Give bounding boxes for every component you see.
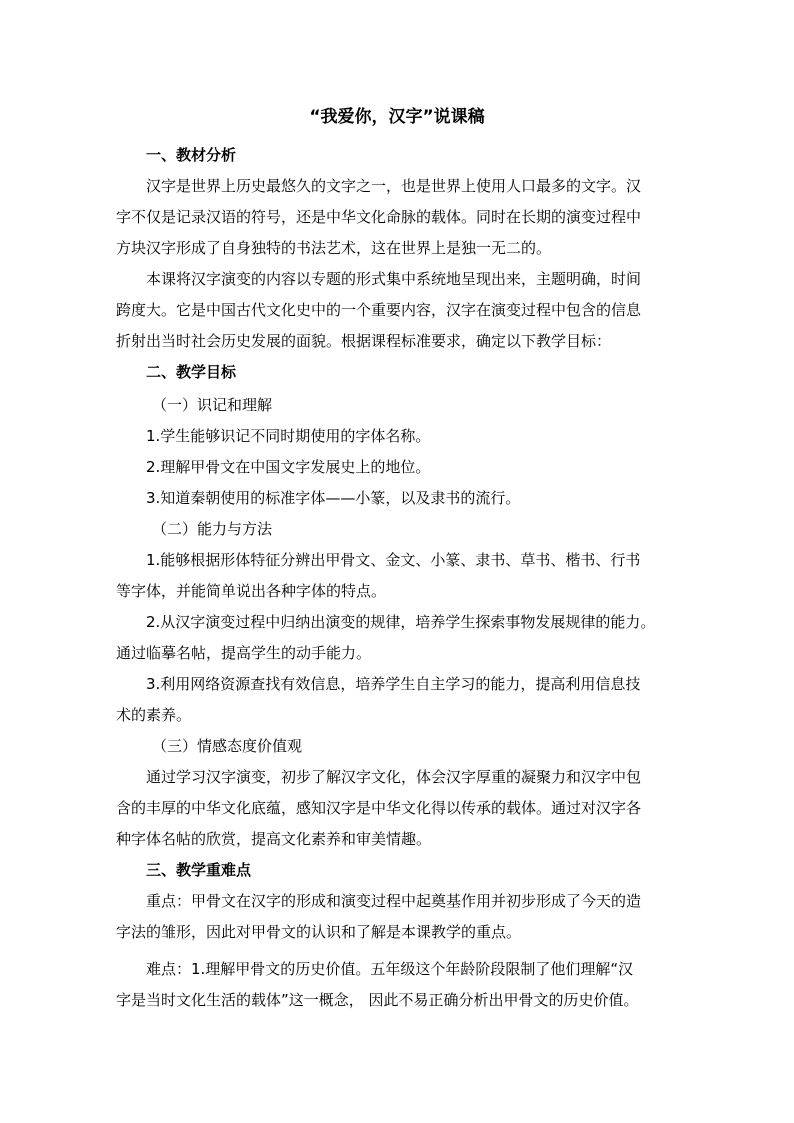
paragraph-line: 术的素养。 <box>116 706 192 724</box>
section-heading-key-points: 三、教学重难点 <box>146 861 252 879</box>
paragraph-line: 字法的雏形，因此对甲骨文的认识和了解是本课教学的重点。 <box>116 923 522 941</box>
paragraph-line: 种字体名帖的欣赏，提高文化素养和审美情趣。 <box>116 830 432 848</box>
paragraph-line: 跨度大。它是中国古代文化史中的一个重要内容，汉字在演变过程中包含的信息 <box>116 301 642 319</box>
paragraph-line: 难点：1.理解甲骨文的历史价值。五年级这个年龄阶段限制了他们理解“汉 <box>146 960 634 978</box>
subsection-heading: （二）能力与方法 <box>152 520 273 538</box>
paragraph-line: 方块汉字形成了自身独特的书法艺术，这在世界上是独一无二的。 <box>116 239 552 257</box>
list-item: 3.利用网络资源查找有效信息，培养学生自主学习的能力，提高利用信息技 <box>146 675 641 693</box>
list-item: 2.理解甲骨文在中国文字发展史上的地位。 <box>146 458 431 476</box>
paragraph-line: 含的丰厚的中华文化底蕴，感知汉字是中华文化得以传承的载体。通过对汉字各 <box>116 799 642 817</box>
list-item: 1.学生能够识记不同时期使用的字体名称。 <box>146 427 431 445</box>
list-item: 2.从汉字演变过程中归纳出演变的规律，培养学生探索事物发展规律的能力。 <box>146 613 656 631</box>
paragraph-line: 通过临摹名帖，提高学生的动手能力。 <box>116 644 372 662</box>
subsection-heading: （一）识记和理解 <box>152 396 273 414</box>
paragraph-line: 等字体，并能简单说出各种字体的特点。 <box>116 582 387 600</box>
paragraph-line: 字不仅是记录汉语的符号，还是中华文化命脉的载体。同时在长期的演变过程中 <box>116 208 642 226</box>
list-item: 1.能够根据形体特征分辨出甲骨文、金文、小篆、隶书、草书、楷书、行书 <box>146 551 641 569</box>
paragraph-line: 通过学习汉字演变，初步了解汉字文化，体会汉字厚重的凝聚力和汉字中包 <box>146 768 642 786</box>
subsection-heading: （三）情感态度价值观 <box>152 737 303 755</box>
section-heading-textbook-analysis: 一、教材分析 <box>146 146 237 164</box>
paragraph-line: 汉字是世界上历史最悠久的文字之一，也是世界上使用人口最多的文字。汉 <box>146 177 642 195</box>
paragraph-line: 折射出当时社会历史发展的面貌。根据课程标准要求，确定以下教学目标： <box>116 332 612 350</box>
list-item: 3.知道秦朝使用的标准字体——小篆，以及隶书的流行。 <box>146 489 521 507</box>
paragraph-line: 字是当时文化生活的载体”这一概念， 因此不易正确分析出甲骨文的历史价值。 <box>116 991 639 1009</box>
document-title: “我爱你，汉字”说课稿 <box>309 107 485 127</box>
section-heading-teaching-goals: 二、教学目标 <box>146 363 237 381</box>
paragraph-line: 重点：甲骨文在汉字的形成和演变过程中起奠基作用并初步形成了今天的造 <box>146 892 642 910</box>
paragraph-line: 本课将汉字演变的内容以专题的形式集中系统地呈现出来，主题明确，时间 <box>146 270 642 288</box>
